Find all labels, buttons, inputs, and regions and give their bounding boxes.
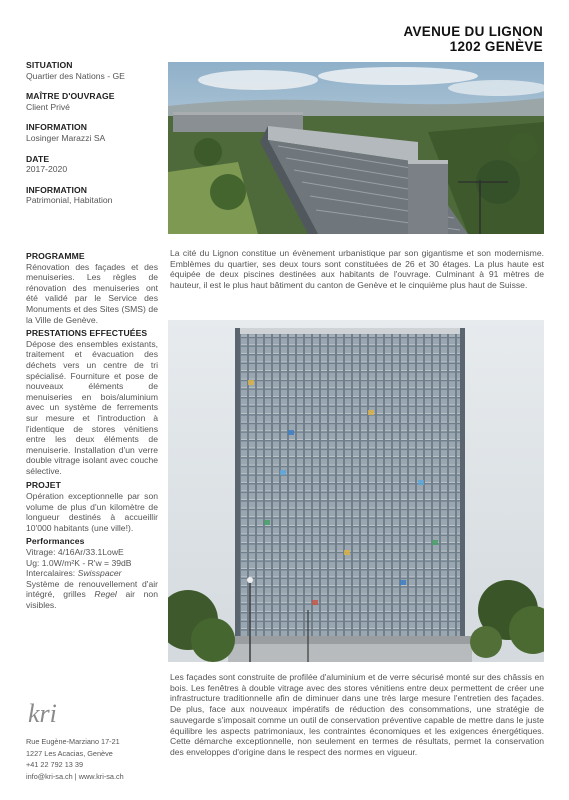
project-info (26, 60, 158, 206)
performances-suffix: air non visibles. (26, 589, 158, 610)
programme-text: Rénovation des façades et des menuiseries. Les règles de rénovation des menuiseries ont été validé par le Service des Monuments et des Sites (SMS) de la Ville de Genève. (26, 261, 158, 325)
info-label: DATE (26, 153, 50, 164)
contact-block (26, 736, 124, 782)
info-label: INFORMATION (26, 122, 88, 133)
info-label: SITUATION (26, 60, 73, 70)
info-label: MAÎTRE D'OUVRAGE (26, 91, 115, 102)
title-line-2: 1202 GENÈVE (449, 39, 543, 54)
performances-line (26, 579, 158, 611)
tower-photo (168, 320, 544, 662)
prestations-text: Dépose des ensembles existants, traitement et évacuation des déchets vers un centre de tri spécialisé. Fourniture et pose de nouveaux éléments de menuiseries en bois/aluminium avec un système de ferrements sur mesure et l'introduction à l'identique de stores vénitiens entre les deux éléments de menuiserie. Installation d'un verre double vitrage isolant avec couche sélective. (26, 338, 158, 476)
brand-name: Swisspacer (77, 568, 122, 579)
intro-paragraph: La cité du Lignon constitue un évènement urbanistique par son gigantisme et son modernisme. Emblèmes du quartier, ses deux tours sont constituées de 26 et 30 étages. La plus haute est équipée de deux piscines destinées aux habitants de l'ouvrage. Culminant à 91 mètres de hauteur, il est le plus haut bâtiment du canton de Genève et le cinquième plus haut de Suisse. (170, 248, 544, 291)
address-line: 1227 Les Acacias, Genève (26, 748, 113, 758)
company-logo (26, 698, 66, 728)
performances-line (26, 568, 158, 579)
phone-number: +41 22 792 13 39 (26, 760, 84, 769)
info-value: 2017-2020 (26, 164, 68, 175)
closing-paragraph: Les façades sont construite de profilée d'aluminium et de verre sécurisé monté sur des châssis en bois. Les fenêtres à double vitrage avec des stores vénitiens entre deux permettent de créer une infrastructure traditionnelle afin de diminuer dans une très large mesure l'entretien des façades. De plus, face aux nouveaux impératifs de réduction des consommations, une stratégie de sauvegarde s'imposait comme un outil de conservation préventive capable de mettre dans le juste équilibre les aspects patrimoniaux, les contraintes économiques et les exigences énergétiques. Cette démarche exceptionnelle, non seulement en termes de résultats, permet la conservation des enveloppes d'origine dans le respect des normes en vigueur. (170, 672, 544, 757)
brand-name: Regel (94, 589, 117, 600)
title-line-1: AVENUE DU LIGNON (403, 24, 543, 39)
prestations-label: PRESTATIONS EFFECTUÉES (26, 328, 148, 339)
performances-prefix: Intercalaires: (26, 568, 78, 579)
performances-line: Vitrage: 4/16Ar/33.1LowE (26, 547, 124, 558)
aerial-photo (168, 62, 544, 234)
programme-label: PROGRAMME (26, 251, 85, 261)
projet-text: Opération exceptionnelle par son volume de plus d'un kilomètre de longueur destinés à accueillir 10'000 habitants (une ville!). (26, 491, 158, 533)
address-line: Rue Eugène-Marziano 17-21 (26, 737, 120, 746)
info-value: Patrimonial, Habitation (26, 195, 113, 206)
page-title (403, 24, 543, 54)
projet-label: PROJET (26, 480, 61, 491)
performances-line: Ug: 1.0W/m²K - R'w = 39dB (26, 557, 132, 568)
info-label: INFORMATION (26, 184, 88, 195)
logo-text: kri (28, 699, 57, 728)
info-value: Client Privé (26, 101, 70, 112)
email-web: info@kri-sa.ch | www.kri-sa.ch (26, 771, 124, 781)
info-value: Losinger Marazzi SA (26, 132, 106, 143)
performances-label: Performances (26, 536, 85, 547)
project-details (26, 251, 158, 611)
performances-prefix: Système de renouvellement d'air intégré, grilles (26, 578, 158, 600)
info-value: Quartier des Nations - GE (26, 70, 125, 81)
